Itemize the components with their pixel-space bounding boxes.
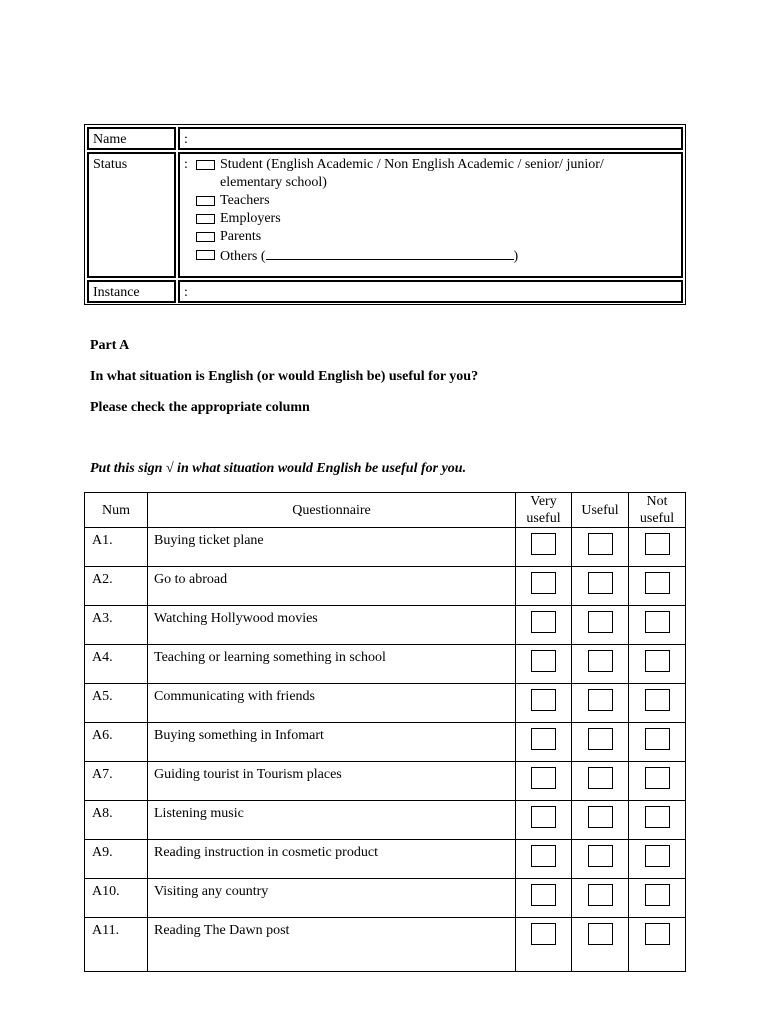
cell-useful <box>572 879 629 918</box>
respondent-info-table <box>84 124 686 305</box>
row-question: Teaching or learning something in school <box>148 645 516 684</box>
cell-useful <box>572 918 629 972</box>
not-useful-checkbox[interactable] <box>645 767 670 789</box>
useful-checkbox[interactable] <box>588 689 613 711</box>
row-num: A11. <box>85 918 148 972</box>
useful-checkbox[interactable] <box>588 650 613 672</box>
cell-useful <box>572 645 629 684</box>
table-row <box>85 801 686 840</box>
instance-label: Instance <box>87 280 176 303</box>
cell-very-useful <box>516 762 572 801</box>
row-question: Visiting any country <box>148 879 516 918</box>
cell-useful <box>572 762 629 801</box>
cell-useful <box>572 840 629 879</box>
cell-not-useful <box>629 762 686 801</box>
useful-checkbox[interactable] <box>588 884 613 906</box>
row-num: A1. <box>85 528 148 567</box>
row-question: Buying ticket plane <box>148 528 516 567</box>
not-useful-checkbox[interactable] <box>645 650 670 672</box>
very-useful-checkbox[interactable] <box>531 923 556 945</box>
row-num: A6. <box>85 723 148 762</box>
status-student-label: Student (English Academic / Non English Academic / senior/ junior/ elementary school) <box>220 157 604 190</box>
header-very-useful: Very useful <box>516 493 572 528</box>
useful-checkbox[interactable] <box>588 611 613 633</box>
very-useful-checkbox[interactable] <box>531 611 556 633</box>
table-row <box>85 840 686 879</box>
cell-very-useful <box>516 606 572 645</box>
status-teachers-checkbox[interactable] <box>196 196 215 206</box>
row-num: A9. <box>85 840 148 879</box>
table-row <box>85 606 686 645</box>
cell-not-useful <box>629 528 686 567</box>
row-num: A5. <box>85 684 148 723</box>
part-check-instruction: Please check the appropriate column <box>90 400 310 415</box>
not-useful-checkbox[interactable] <box>645 611 670 633</box>
row-num: A10. <box>85 879 148 918</box>
row-num: A2. <box>85 567 148 606</box>
very-useful-checkbox[interactable] <box>531 884 556 906</box>
useful-checkbox[interactable] <box>588 533 613 555</box>
useful-checkbox[interactable] <box>588 728 613 750</box>
cell-useful <box>572 684 629 723</box>
not-useful-checkbox[interactable] <box>645 728 670 750</box>
status-employers-label: Employers <box>220 211 281 226</box>
cell-very-useful <box>516 840 572 879</box>
useful-checkbox[interactable] <box>588 845 613 867</box>
status-label: Status <box>87 152 176 278</box>
status-others-checkbox[interactable] <box>196 250 215 260</box>
status-option-others[interactable] <box>196 246 673 266</box>
row-question: Watching Hollywood movies <box>148 606 516 645</box>
header-useful: Useful <box>572 493 629 528</box>
useful-checkbox[interactable] <box>588 806 613 828</box>
status-field <box>178 152 683 278</box>
cell-not-useful <box>629 684 686 723</box>
row-num: A3. <box>85 606 148 645</box>
table-row <box>85 879 686 918</box>
cell-useful <box>572 528 629 567</box>
status-teachers-label: Teachers <box>220 193 270 208</box>
header-num: Num <box>85 493 148 528</box>
row-question: Listening music <box>148 801 516 840</box>
cell-very-useful <box>516 918 572 972</box>
not-useful-checkbox[interactable] <box>645 884 670 906</box>
part-question: In what situation is English (or would English be) useful for you? <box>90 369 479 384</box>
status-parents-label: Parents <box>220 229 262 244</box>
cell-not-useful <box>629 723 686 762</box>
questionnaire-table <box>84 492 686 972</box>
row-question: Reading instruction in cosmetic product <box>148 840 516 879</box>
not-useful-checkbox[interactable] <box>645 572 670 594</box>
useful-checkbox[interactable] <box>588 572 613 594</box>
cell-not-useful <box>629 918 686 972</box>
table-row <box>85 645 686 684</box>
cell-very-useful <box>516 528 572 567</box>
questionnaire-body <box>85 528 686 972</box>
useful-checkbox[interactable] <box>588 923 613 945</box>
table-row <box>85 762 686 801</box>
very-useful-checkbox[interactable] <box>531 767 556 789</box>
cell-not-useful <box>629 801 686 840</box>
very-useful-checkbox[interactable] <box>531 650 556 672</box>
status-parents-checkbox[interactable] <box>196 232 215 242</box>
useful-checkbox[interactable] <box>588 767 613 789</box>
row-num: A7. <box>85 762 148 801</box>
very-useful-checkbox[interactable] <box>531 728 556 750</box>
table-row <box>85 567 686 606</box>
part-title: Part A <box>90 338 130 353</box>
header-questionnaire: Questionnaire <box>148 493 516 528</box>
cell-very-useful <box>516 645 572 684</box>
header-not-useful: Not useful <box>629 493 686 528</box>
table-row <box>85 528 686 567</box>
cell-not-useful <box>629 567 686 606</box>
instance-colon: : <box>184 285 188 300</box>
status-option-employers[interactable] <box>196 210 673 228</box>
instance-field[interactable] <box>178 280 683 303</box>
cell-not-useful <box>629 879 686 918</box>
table-row <box>85 918 686 972</box>
status-employers-checkbox[interactable] <box>196 214 215 224</box>
not-useful-checkbox[interactable] <box>645 806 670 828</box>
row-question: Reading The Dawn post <box>148 918 516 972</box>
cell-not-useful <box>629 645 686 684</box>
very-useful-checkbox[interactable] <box>531 572 556 594</box>
part-sign-instruction: Put this sign √ in what situation would English be useful for you. <box>90 461 467 476</box>
cell-very-useful <box>516 801 572 840</box>
cell-not-useful <box>629 606 686 645</box>
very-useful-checkbox[interactable] <box>531 806 556 828</box>
not-useful-checkbox[interactable] <box>645 689 670 711</box>
cell-very-useful <box>516 567 572 606</box>
row-question: Buying something in Infomart <box>148 723 516 762</box>
cell-very-useful <box>516 684 572 723</box>
not-useful-checkbox[interactable] <box>645 923 670 945</box>
name-field[interactable] <box>178 127 683 150</box>
name-colon: : <box>184 132 188 147</box>
status-student-checkbox[interactable] <box>196 160 215 170</box>
others-blank[interactable] <box>266 246 514 260</box>
cell-very-useful <box>516 879 572 918</box>
cell-useful <box>572 606 629 645</box>
status-option-student[interactable] <box>196 156 673 192</box>
very-useful-checkbox[interactable] <box>531 845 556 867</box>
row-num: A8. <box>85 801 148 840</box>
cell-useful <box>572 567 629 606</box>
row-question: Communicating with friends <box>148 684 516 723</box>
not-useful-checkbox[interactable] <box>645 845 670 867</box>
row-question: Go to abroad <box>148 567 516 606</box>
cell-useful <box>572 723 629 762</box>
row-num: A4. <box>85 645 148 684</box>
table-row <box>85 723 686 762</box>
status-option-parents[interactable] <box>196 228 673 246</box>
status-colon: : <box>184 157 188 172</box>
status-options <box>196 156 673 266</box>
cell-very-useful <box>516 723 572 762</box>
not-useful-checkbox[interactable] <box>645 533 670 555</box>
cell-not-useful <box>629 840 686 879</box>
cell-useful <box>572 801 629 840</box>
very-useful-checkbox[interactable] <box>531 689 556 711</box>
row-question: Guiding tourist in Tourism places <box>148 762 516 801</box>
status-option-teachers[interactable] <box>196 192 673 210</box>
status-others-label: Others ( ) <box>220 246 518 266</box>
name-label: Name <box>87 127 176 150</box>
table-row <box>85 684 686 723</box>
very-useful-checkbox[interactable] <box>531 533 556 555</box>
